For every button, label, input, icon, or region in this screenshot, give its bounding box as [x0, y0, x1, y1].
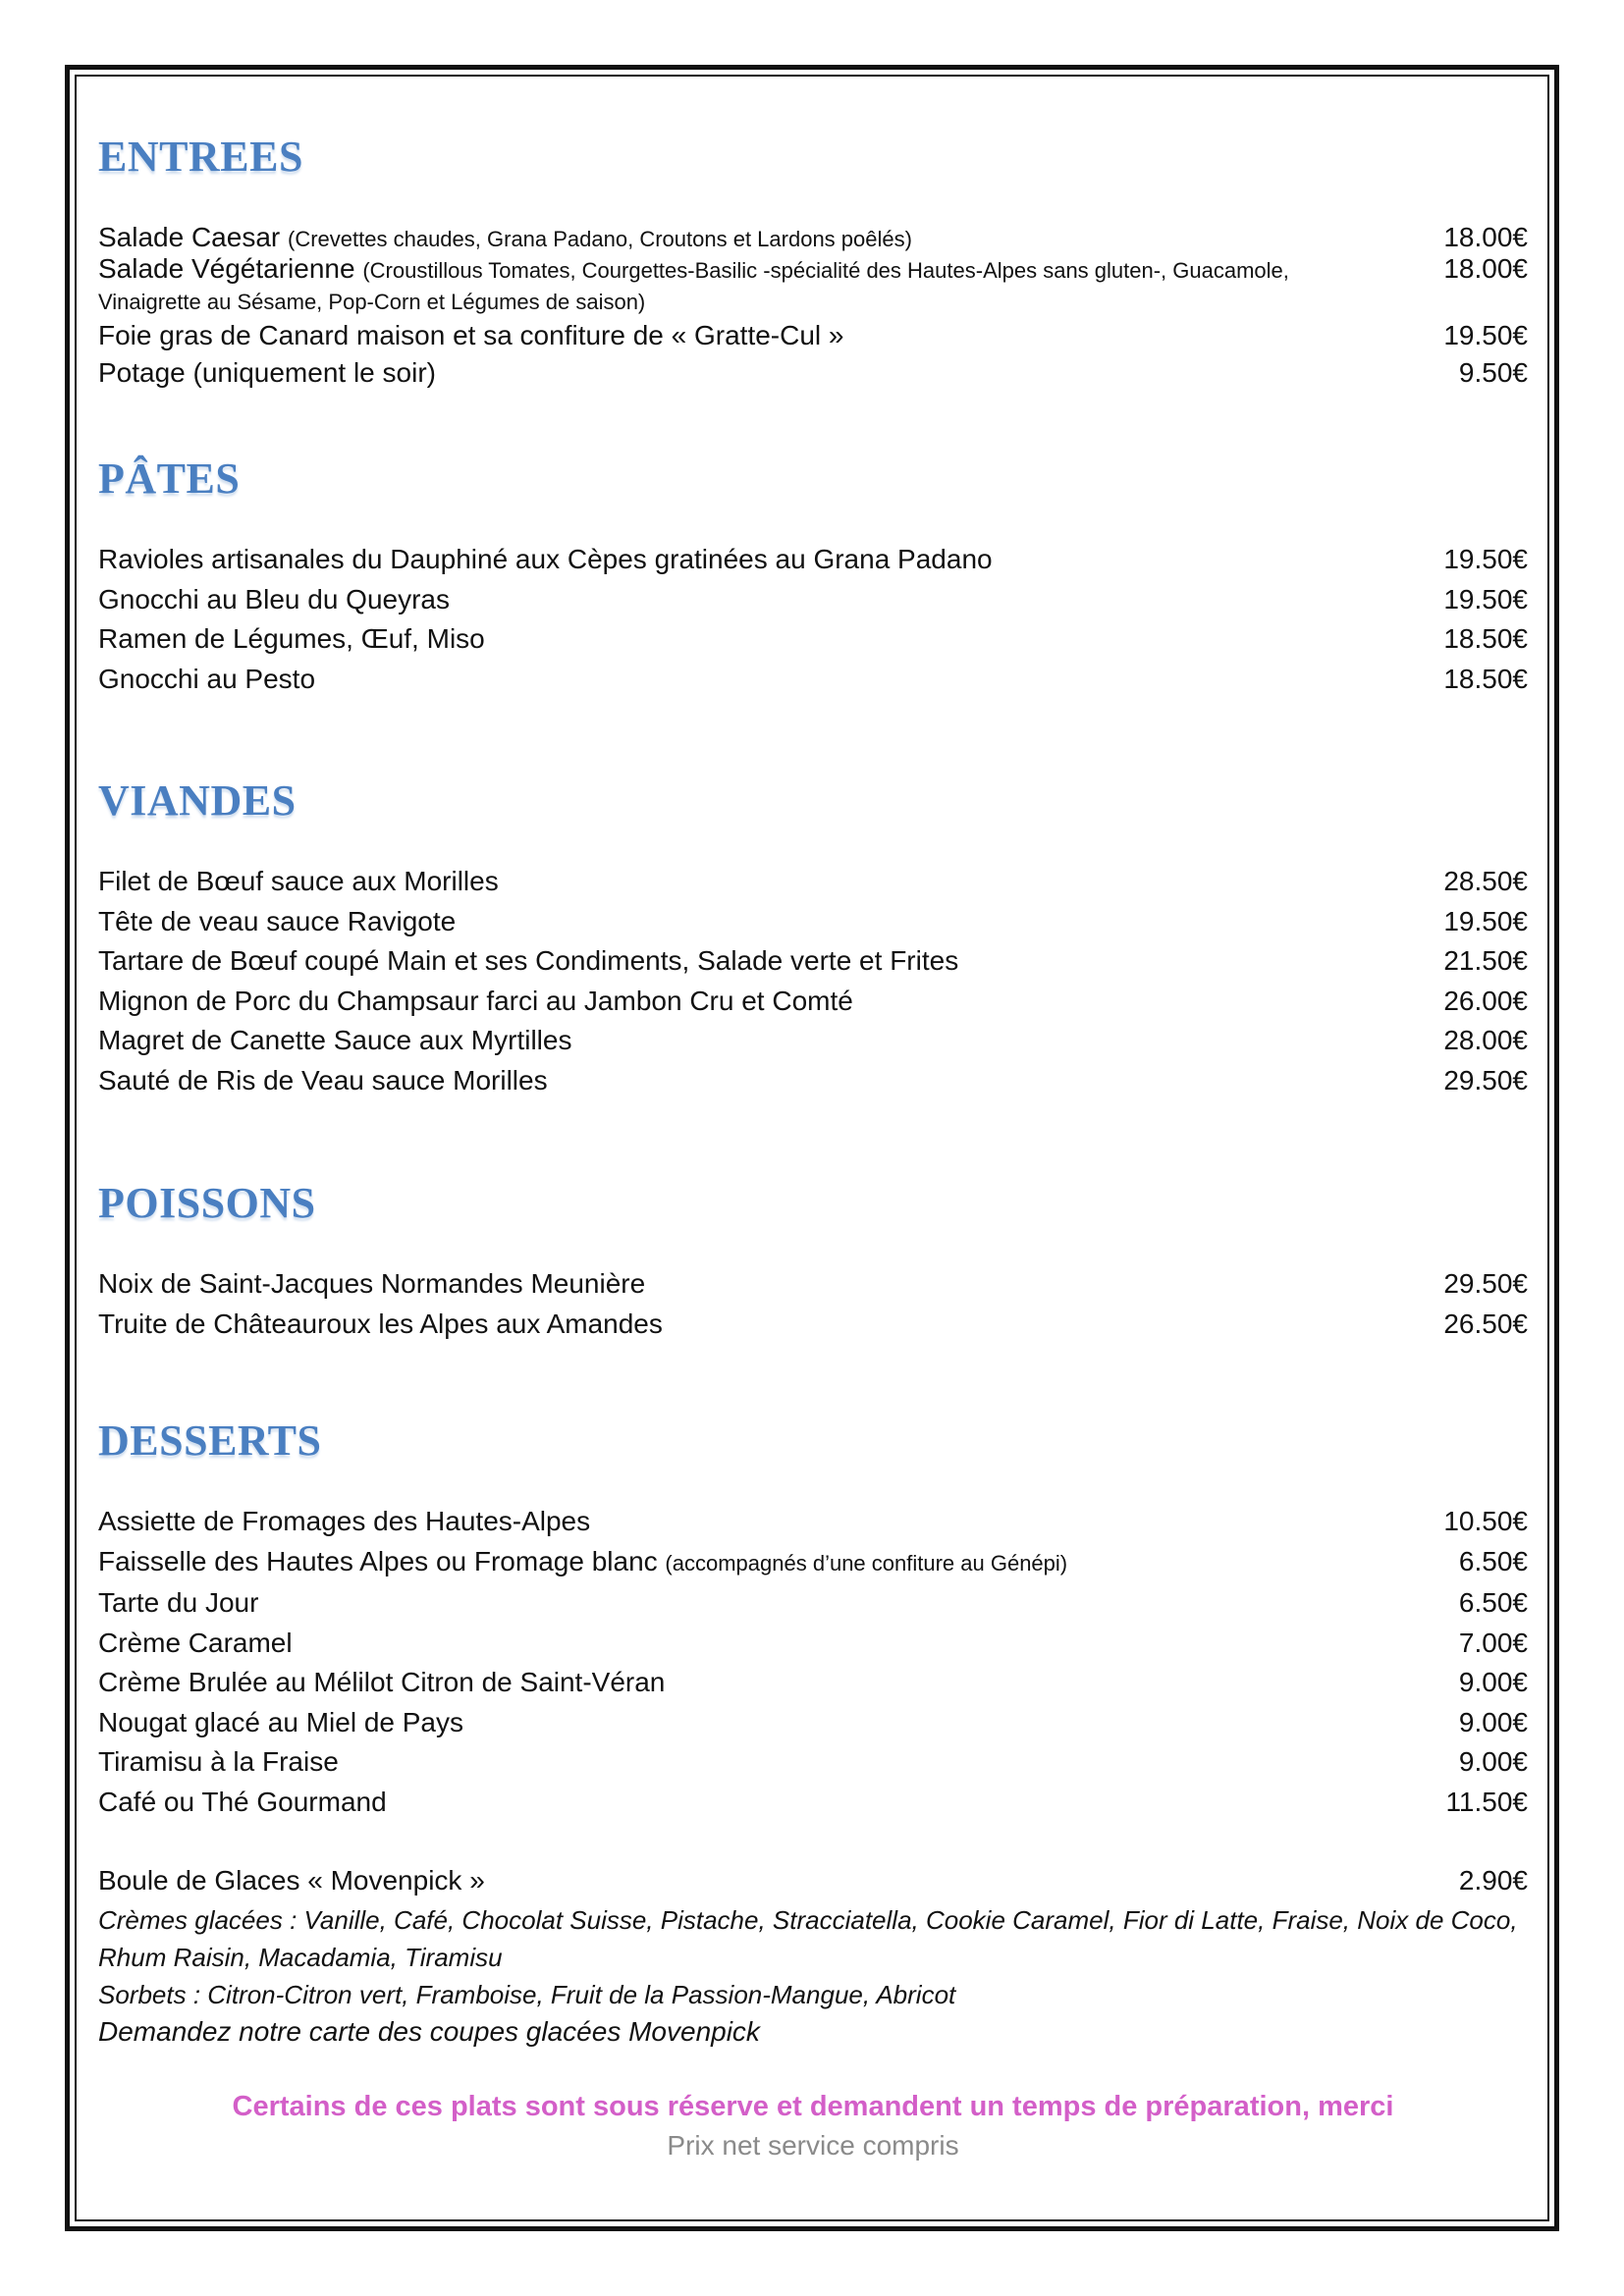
menu-item — [98, 902, 1528, 942]
item-name: Ravioles artisanales du Dauphiné aux Cèpes gratinées au Grana Padano — [98, 544, 993, 574]
item-price: 11.50€ — [1445, 1786, 1528, 1817]
menu-item — [98, 354, 1528, 392]
item-name: Gnocchi au Bleu du Queyras — [98, 583, 450, 614]
item-name: Tarte du Jour — [98, 1587, 259, 1618]
section-entrees — [98, 135, 1528, 392]
item-price: 2.90€ — [1458, 1865, 1528, 1896]
item-price: 28.50€ — [1443, 866, 1528, 896]
menu-item — [98, 1061, 1528, 1101]
item-note: (accompagnés d’une confiture au Génépi) — [665, 1550, 1068, 1575]
item-price: 19.50€ — [1443, 583, 1528, 614]
menu-item — [98, 1624, 1528, 1664]
menu-item — [98, 1305, 1528, 1345]
item-price: 7.00€ — [1458, 1627, 1528, 1658]
item-name: Gnocchi au Pesto — [98, 663, 316, 694]
ice-cream-flavors: Crèmes glacées : Vanille, Café, Chocolat Suisse, Pistache, Stracciatella, Cookie Caramel, Fior di Latte, Fraise, Noix de Coco, Rhum Raisin, Macadamia, Tiramisu — [98, 1904, 1518, 1972]
item-note: (Croustillous Tomates, Courgettes-Basilic -spécialité des Hautes-Alpes sans gluten-, Guacamole, Vinaigrette au Sésame, Pop-Corn et Légumes de saison) — [98, 258, 1289, 314]
menu-item — [98, 941, 1528, 982]
item-name: Ramen de Légumes, Œuf, Miso — [98, 623, 485, 654]
section-pates — [98, 454, 1528, 699]
item-name: Crème Brulée au Mélilot Citron de Saint-Véran — [98, 1667, 666, 1697]
item-name: Café ou Thé Gourmand — [98, 1786, 387, 1817]
menu-item — [98, 1502, 1528, 1542]
item-price: 18.00€ — [1443, 222, 1528, 252]
menu-item — [98, 1542, 1528, 1584]
preparation-notice: Certains de ces plats sont sous réserve et demandent un temps de préparation, merci — [232, 2091, 1394, 2122]
coupes-notice: Demandez notre carte des coupes glacées Movenpick — [98, 2015, 760, 2047]
item-name: Tartare de Bœuf coupé Main et ses Condiments, Salade verte et Frites — [98, 945, 959, 976]
item-price: 29.50€ — [1443, 1268, 1528, 1299]
item-price: 18.50€ — [1443, 663, 1528, 694]
menu-item — [98, 1264, 1528, 1305]
menu-item — [98, 1703, 1528, 1743]
item-name: Truite de Châteauroux les Alpes aux Amandes — [98, 1308, 663, 1339]
section-title-poissons: POISSONS — [98, 1179, 316, 1227]
menu-item — [98, 254, 1528, 317]
item-name: Nougat glacé au Miel de Pays — [98, 1706, 463, 1737]
menu-item — [98, 619, 1528, 660]
item-name: Assiette de Fromages des Hautes-Alpes — [98, 1506, 591, 1536]
menu-item — [98, 862, 1528, 902]
item-name: Tête de veau sauce Ravigote — [98, 905, 457, 936]
menu-item — [98, 1663, 1528, 1703]
item-name: Crème Caramel — [98, 1627, 293, 1658]
section-poissons — [98, 1179, 1528, 1344]
item-price: 9.00€ — [1458, 1746, 1528, 1777]
item-name: Magret de Canette Sauce aux Myrtilles — [98, 1025, 572, 1055]
section-viandes — [98, 776, 1528, 1100]
section-desserts — [98, 1416, 1528, 2051]
item-name: Potage (uniquement le soir) — [98, 357, 436, 388]
item-price: 6.50€ — [1458, 1587, 1528, 1618]
item-name: Mignon de Porc du Champsaur farci au Jambon Cru et Comté — [98, 985, 853, 1016]
menu-item — [98, 1583, 1528, 1624]
item-price: 9.00€ — [1458, 1706, 1528, 1737]
section-title-pates: PÂTES — [98, 454, 241, 503]
item-name: Salade Caesar — [98, 222, 289, 252]
item-name: Noix de Saint-Jacques Normandes Meunière — [98, 1268, 646, 1299]
sorbet-flavors: Sorbets : Citron-Citron vert, Framboise, Fruit de la Passion-Mangue, Abricot — [98, 1979, 956, 2009]
item-name: Tiramisu à la Fraise — [98, 1746, 339, 1777]
service-notice: Prix net service compris — [667, 2130, 959, 2161]
menu-item — [98, 660, 1528, 700]
menu-item — [98, 1783, 1528, 1823]
item-name: Filet de Bœuf sauce aux Morilles — [98, 866, 499, 896]
item-name: Foie gras de Canard maison et sa confiture de « Gratte-Cul » — [98, 320, 844, 350]
item-price: 26.50€ — [1443, 1308, 1528, 1339]
section-title-viandes: VIANDES — [98, 776, 297, 825]
menu-item — [98, 982, 1528, 1022]
menu-item — [98, 222, 1528, 254]
item-name: Salade Végétarienne — [98, 253, 363, 284]
section-title-desserts: DESSERTS — [98, 1416, 322, 1465]
item-price: 9.50€ — [1458, 357, 1528, 388]
item-name: Faisselle des Hautes Alpes ou Fromage blanc — [98, 1545, 666, 1576]
item-note: (Crevettes chaudes, Grana Padano, Croutons et Lardons poêlés) — [288, 227, 912, 251]
menu-item — [98, 540, 1528, 580]
item-price: 19.50€ — [1443, 320, 1528, 350]
item-price: 28.00€ — [1443, 1025, 1528, 1055]
item-price: 19.50€ — [1443, 544, 1528, 574]
item-name: Sauté de Ris de Veau sauce Morilles — [98, 1064, 548, 1095]
section-title-entrees: ENTREES — [98, 133, 303, 181]
menu-item — [98, 1021, 1528, 1061]
item-price: 18.00€ — [1443, 253, 1528, 284]
item-price: 6.50€ — [1458, 1545, 1528, 1576]
menu-item — [98, 317, 1528, 354]
item-price: 9.00€ — [1458, 1667, 1528, 1697]
menu-item — [98, 580, 1528, 620]
item-price: 21.50€ — [1443, 945, 1528, 976]
menu-item — [98, 1742, 1528, 1783]
item-price: 29.50€ — [1443, 1064, 1528, 1095]
item-price: 26.00€ — [1443, 985, 1528, 1016]
item-price: 18.50€ — [1443, 623, 1528, 654]
item-price: 10.50€ — [1443, 1506, 1528, 1536]
ice-cream-item — [98, 1861, 1528, 1901]
item-price: 19.50€ — [1443, 905, 1528, 936]
item-name: Boule de Glaces « Movenpick » — [98, 1865, 485, 1896]
